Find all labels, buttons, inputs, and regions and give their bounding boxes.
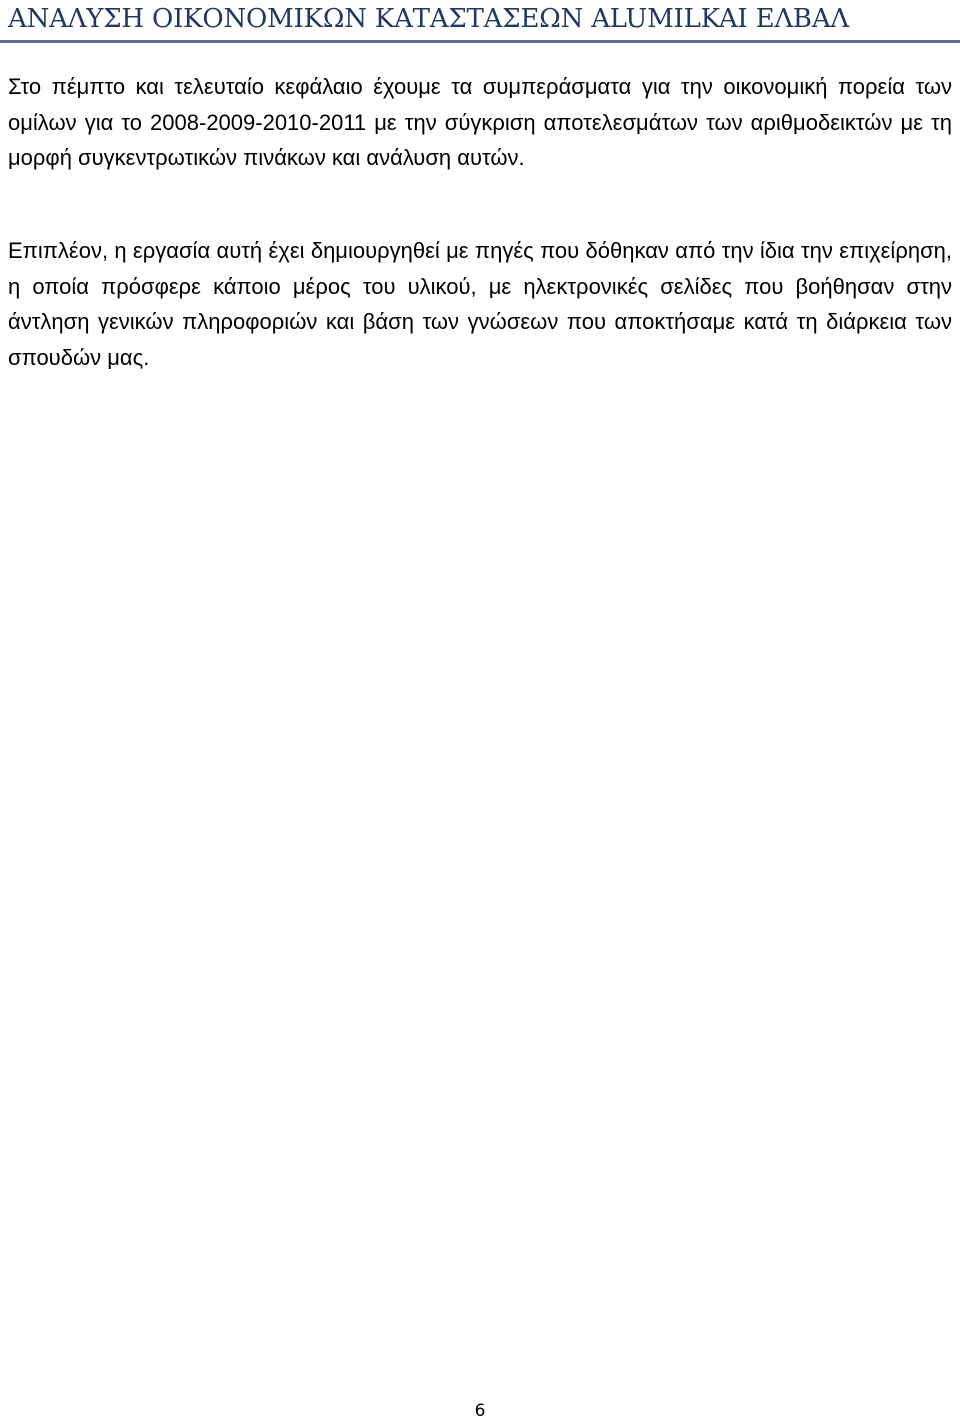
page-header <box>0 0 960 46</box>
paragraph-conclusions: Στο πέμπτο και τελευταίο κεφάλαιο έχουμε τα συμπεράσματα για την οικονομική πορεία των ομίλων για το 2008-2009-2010-2011 με την σύγκριση αποτελεσμάτων των αριθμοδεικτών με τη μορφή συγκεντρωτικών πινάκων και ανάλυση αυτών. <box>8 74 952 170</box>
page-number-label: 6 <box>474 1401 486 1421</box>
document-title: ΑΝΑΛΥΣΗ ΟΙΚΟΝΟΜΙΚΩΝ ΚΑΤΑΣΤΑΣΕΩΝ ALUMILKAI ΕΛΒΑΛ <box>8 4 849 34</box>
paragraph-sources: Επιπλέον, η εργασία αυτή έχει δημιουργηθεί με πηγές που δόθηκαν από την ίδια την επιχείρηση, η οποία πρόσφερε κάποιο μέρος του υλικού, με ηλεκτρονικές σελίδες που βοήθησαν στην άντληση γενικών πληροφοριών και βάση των γνώσεων που αποκτήσαμε κατά τη διάρκεια των σπουδών μας. <box>8 238 952 370</box>
header-divider <box>0 40 960 43</box>
page-number <box>0 1400 960 1422</box>
